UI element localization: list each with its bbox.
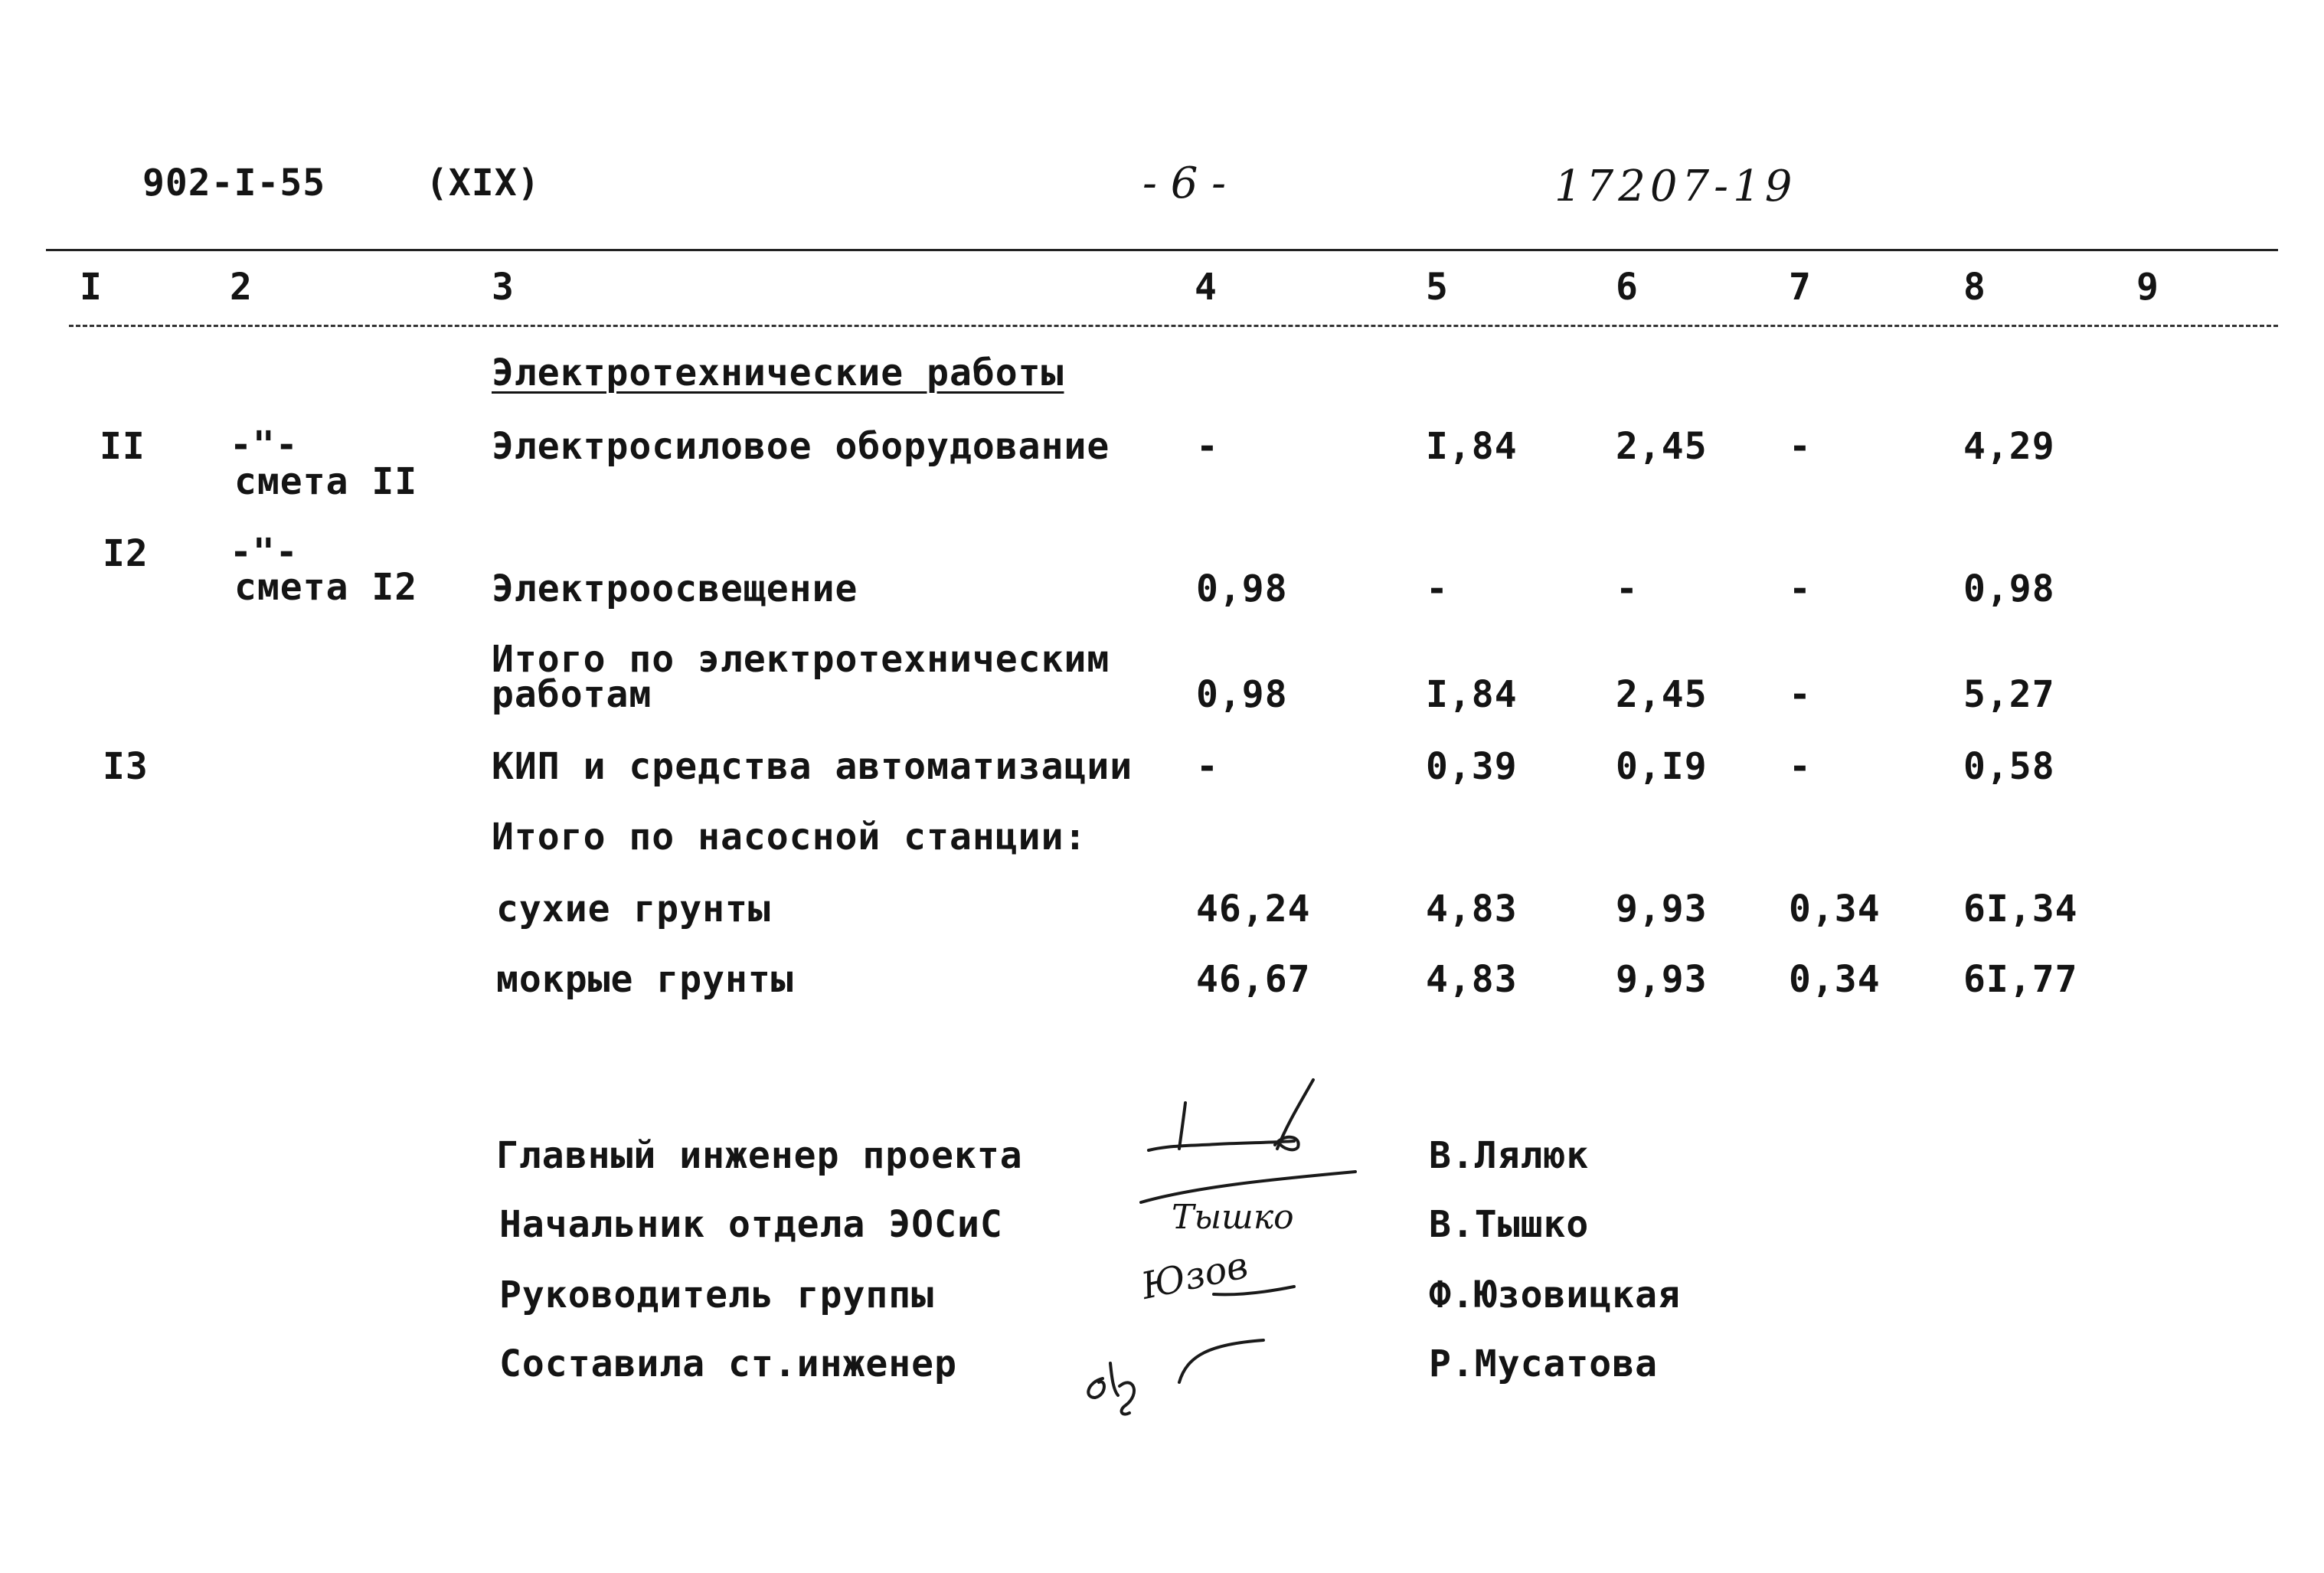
cell-col5: I,84 — [1426, 425, 1518, 468]
column-header-5: 5 — [1426, 266, 1449, 309]
column-header-2: 2 — [230, 266, 253, 309]
row-name: Итого по электротехническим — [492, 638, 1110, 681]
cell-col8: 4,29 — [1963, 425, 2055, 468]
row-name: КИП и средства автоматизации — [492, 745, 1133, 788]
column-header-8: 8 — [1963, 266, 1986, 309]
cell-col6: 2,45 — [1616, 425, 1708, 468]
row-name: Итого по насосной станции: — [492, 816, 1087, 858]
row-name-continued: работам — [492, 673, 652, 716]
header-top-rule — [46, 249, 2278, 251]
signatory-role: Начальник отдела ЭОСиС — [499, 1203, 1003, 1246]
cell-col5: - — [1426, 567, 1449, 610]
row-number: I2 — [103, 532, 149, 575]
column-header-1: I — [80, 266, 103, 309]
cell-col8: 0,98 — [1963, 567, 2055, 610]
signature-group-leader-text: Юзов — [1137, 1244, 1252, 1308]
column-header-4: 4 — [1195, 266, 1218, 309]
cell-col6: 2,45 — [1616, 673, 1708, 716]
cell-col8: 6I,77 — [1963, 958, 2078, 1001]
cell-col7: - — [1789, 673, 1812, 716]
column-header-6: 6 — [1616, 266, 1639, 309]
column-header-9: 9 — [2136, 266, 2159, 309]
signature-chief-engineer — [1141, 1072, 1371, 1164]
cell-col7: - — [1789, 745, 1812, 788]
signature-compiler — [1064, 1310, 1279, 1417]
cell-col5: 4,83 — [1426, 888, 1518, 930]
row-reference: -"- — [230, 424, 299, 466]
row-name: мокрые грунты — [496, 958, 794, 1001]
cell-col6: 9,93 — [1616, 888, 1708, 930]
cell-col5: I,84 — [1426, 673, 1518, 716]
cell-col7: - — [1789, 567, 1812, 610]
cell-col4: 0,98 — [1196, 567, 1288, 610]
row-estimate: смета II — [234, 460, 418, 503]
cell-col4: 0,98 — [1196, 673, 1288, 716]
cell-col7: 0,34 — [1789, 888, 1881, 930]
cell-col8: 5,27 — [1963, 673, 2055, 716]
cell-col6: - — [1616, 567, 1639, 610]
issue-number: (XIX) — [426, 162, 541, 204]
cell-col6: 0,I9 — [1616, 745, 1708, 788]
cell-col7: - — [1789, 425, 1812, 468]
cell-col4: 46,67 — [1196, 958, 1311, 1001]
column-header-3: 3 — [492, 266, 515, 309]
signatory-role: Руководитель группы — [499, 1274, 935, 1316]
section-title: Электротехнические работы — [492, 352, 1064, 394]
signature-group-leader — [1210, 1264, 1302, 1310]
page-number: - 6 - — [1142, 159, 1227, 208]
row-estimate: смета I2 — [234, 566, 418, 609]
column-header-7: 7 — [1789, 266, 1812, 309]
cell-col8: 0,58 — [1963, 745, 2055, 788]
cell-col8: 6I,34 — [1963, 888, 2078, 930]
cell-col5: 4,83 — [1426, 958, 1518, 1001]
signatory-name: В.Тышко — [1429, 1203, 1590, 1246]
header-bottom-rule — [69, 325, 2278, 327]
cell-col4: - — [1196, 745, 1219, 788]
cell-col6: 9,93 — [1616, 958, 1708, 1001]
row-name: Электроосвещение — [492, 567, 858, 610]
signatory-role: Главный инженер проекта — [496, 1134, 1023, 1177]
row-number: II — [100, 425, 145, 468]
inventory-number: 17207-19 — [1554, 162, 1797, 211]
row-number: I3 — [103, 745, 149, 788]
cell-col4: 46,24 — [1196, 888, 1311, 930]
signatory-name: В.Лялюк — [1429, 1134, 1590, 1177]
signatory-name: Ф.Юзовицкая — [1429, 1274, 1681, 1316]
cell-col7: 0,34 — [1789, 958, 1881, 1001]
cell-col4: - — [1196, 425, 1219, 468]
cell-col5: 0,39 — [1426, 745, 1518, 788]
row-name: сухие грунты — [496, 888, 771, 930]
row-name: Электросиловое оборудование — [492, 425, 1110, 468]
signature-department-head-text: Тышко — [1172, 1198, 1294, 1237]
signatory-name: Р.Мусатова — [1429, 1342, 1658, 1385]
row-reference: -"- — [230, 531, 299, 574]
document-code: 902-I-55 — [142, 162, 326, 204]
signatory-role: Составила ст.инженер — [499, 1342, 957, 1385]
